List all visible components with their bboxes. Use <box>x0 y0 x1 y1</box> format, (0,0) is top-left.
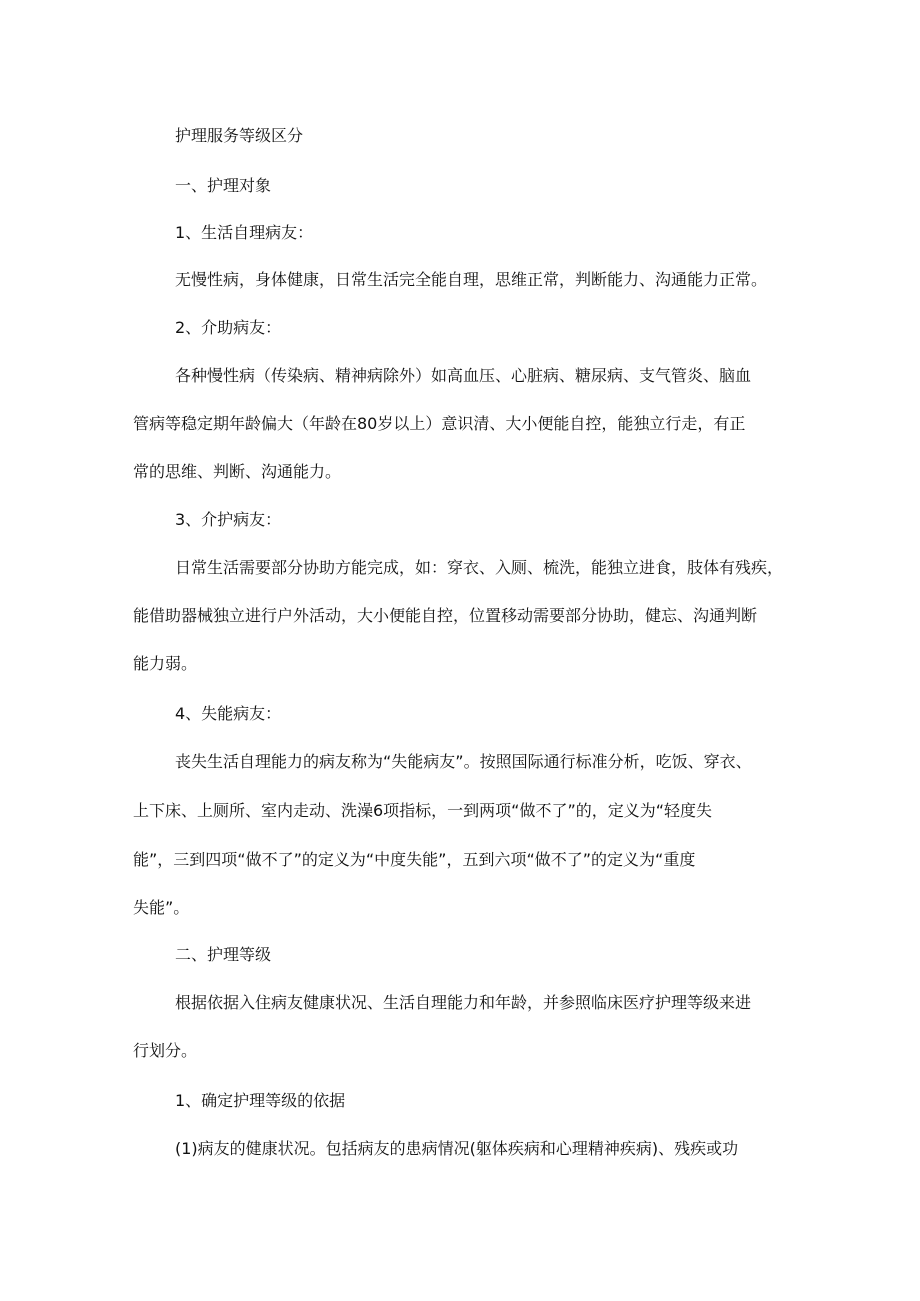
item-3-text-line-3: 能力弱。 <box>133 654 198 673</box>
item-4-text-line-2: 上下床、上厕所、室内走动、洗澡6项指标，一到两项“做不了”的，定义为“轻度失 <box>133 801 713 820</box>
item-2-heading: 2、介助病友： <box>175 318 282 337</box>
item-1-heading: 1、生活自理病友： <box>175 223 314 242</box>
item-1-text: 无慢性病，身体健康，日常生活完全能自理，思维正常，判断能力、沟通能力正常。 <box>175 270 768 289</box>
item-4-text-line-3: 能”，三到四项“做不了”的定义为“中度失能”，五到六项“做不了”的定义为“重度 <box>133 850 696 869</box>
section-1-heading: 一、护理对象 <box>175 176 272 195</box>
item-2-text-line-3: 常的思维、判断、沟通能力。 <box>133 462 342 481</box>
basis-item-1: (1)病友的健康状况。包括病友的患病情况(躯体疾病和心理精神疾病)、残疾或功 <box>175 1139 739 1158</box>
section-2-heading: 二、护理等级 <box>175 945 272 964</box>
section-2-text-line-1: 根据依据入住病友健康状况、生活自理能力和年龄，并参照临床医疗护理等级来进 <box>175 993 752 1012</box>
item-2-text-line-1: 各种慢性病（传染病、精神病除外）如高血压、心脏病、糖尿病、支气管炎、脑血 <box>175 366 752 385</box>
section-2-text-line-2: 行划分。 <box>133 1041 198 1060</box>
item-3-heading: 3、介护病友： <box>175 510 282 529</box>
document-title: 护理服务等级区分 <box>175 126 304 145</box>
item-4-heading: 4、失能病友： <box>175 704 282 723</box>
basis-heading: 1、确定护理等级的依据 <box>175 1091 346 1110</box>
item-4-text-line-1: 丧失生活自理能力的病友称为“失能病友”。按照国际通行标准分析，吃饭、穿衣、 <box>175 752 752 771</box>
item-3-text-line-2: 能借助器械独立进行户外活动，大小便能自控，位置移动需要部分协助，健忘、沟通判断 <box>133 606 758 625</box>
item-4-text-line-4: 失能”。 <box>133 898 190 917</box>
item-3-text-line-1: 日常生活需要部分协助方能完成，如：穿衣、入厕、梳洗，能独立进食，肢体有残疾， <box>175 558 784 577</box>
item-2-text-line-2: 管病等稳定期年龄偏大（年龄在80岁以上）意识清、大小便能自控，能独立行走，有正 <box>133 414 746 433</box>
